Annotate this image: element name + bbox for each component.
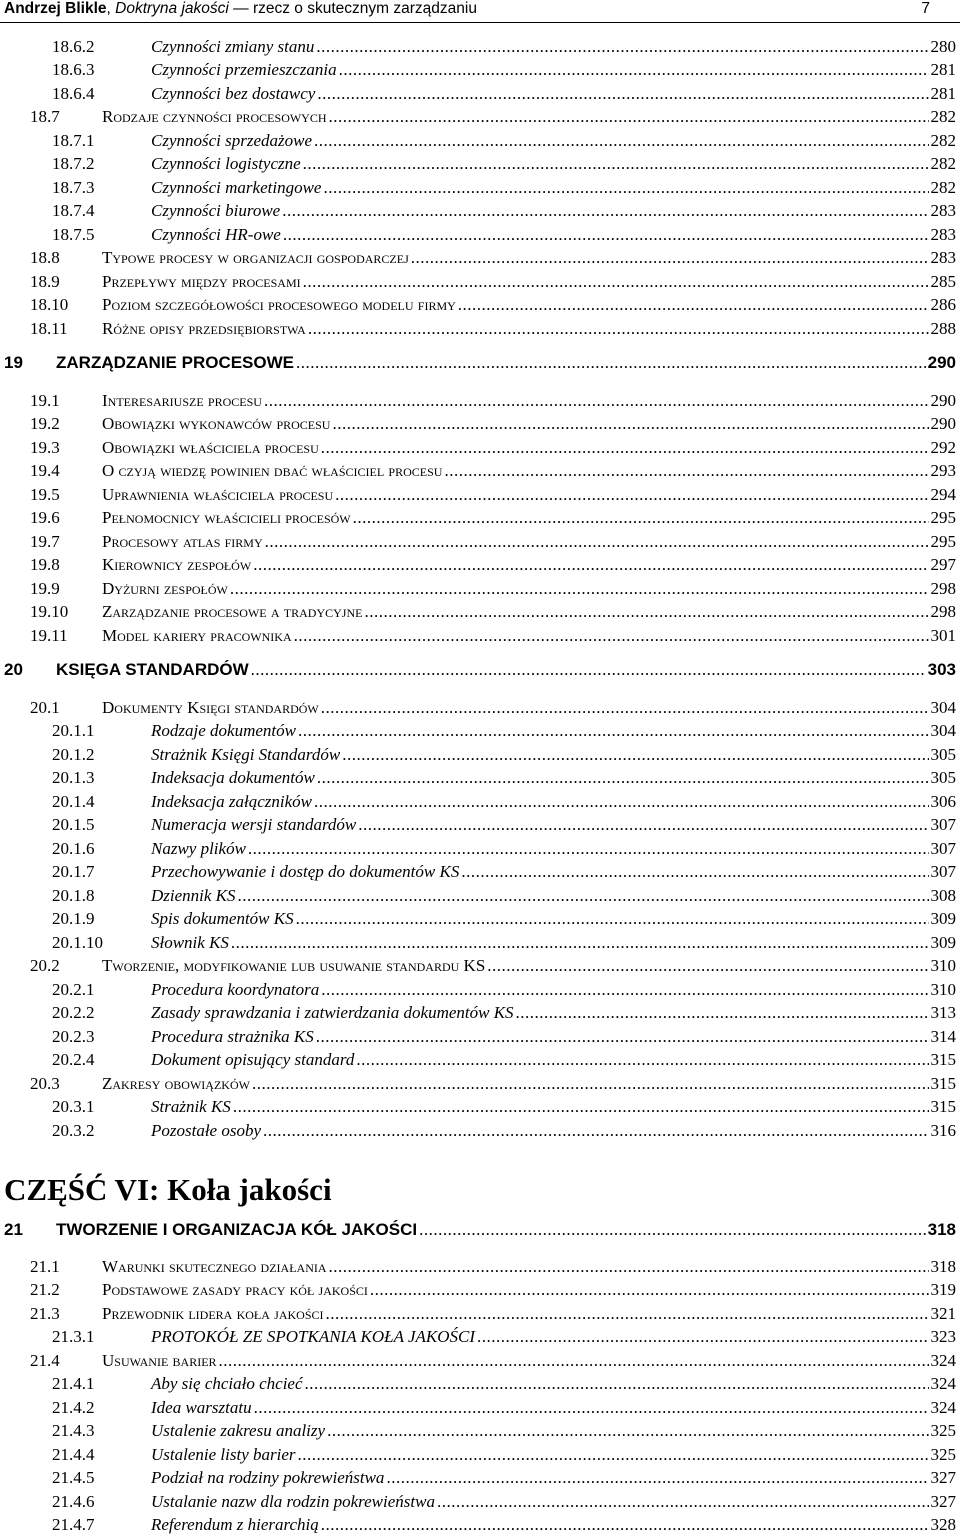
toc-entry-title: Numeracja wersji standardów xyxy=(151,815,357,834)
toc-entry-number: 20 xyxy=(4,660,23,679)
toc-entry-title: KSIĘGA STANDARDÓW xyxy=(56,660,249,679)
dot-leader xyxy=(296,352,926,374)
toc-entry-title: Indeksacja dokumentów xyxy=(151,768,315,787)
dot-leader xyxy=(317,767,929,789)
toc-entry-number: 19.10 xyxy=(30,602,69,621)
dot-leader xyxy=(437,1491,929,1513)
toc-entry-number: 21.2 xyxy=(30,1280,60,1299)
dot-leader xyxy=(386,1467,928,1489)
toc-entry-number: 18.7.2 xyxy=(52,154,95,173)
toc-entry-page: 325 xyxy=(930,1445,956,1464)
dot-leader xyxy=(238,885,929,907)
dot-leader xyxy=(321,437,929,459)
toc-entry-number: 20.1.4 xyxy=(52,792,95,811)
toc-entry-page: 282 xyxy=(930,154,956,173)
toc-entry[interactable] xyxy=(0,1420,960,1442)
toc-entry[interactable] xyxy=(0,1444,960,1466)
toc-entry-title: Czynności biurowe xyxy=(151,201,281,220)
toc-entry-number: 21.4.7 xyxy=(52,1515,95,1534)
toc-entry-number: 20.3.2 xyxy=(52,1121,95,1140)
toc-entry-page: 294 xyxy=(930,485,956,504)
toc-entry-title: Rodzaje czynności procesowych xyxy=(102,107,327,126)
toc-entry[interactable] xyxy=(0,1096,960,1118)
toc-entry-title: Obowiązki wykonawców procesu xyxy=(102,414,331,433)
dot-leader xyxy=(477,1326,929,1348)
dot-leader xyxy=(294,625,929,647)
toc-entry-number: 21.4.1 xyxy=(52,1374,95,1393)
toc-entry-page: 328 xyxy=(930,1515,956,1534)
toc-entry-number: 18.7.1 xyxy=(52,131,95,150)
toc-entry-page: 309 xyxy=(930,909,956,928)
toc-entry-title: Czynności logistyczne xyxy=(151,154,301,173)
toc-entry-number: 20.3 xyxy=(30,1074,60,1093)
book-subtitle: rzecz o skutecznym zarządzaniu xyxy=(252,0,477,17)
toc-entry[interactable] xyxy=(0,352,960,374)
toc-entry-page: 324 xyxy=(930,1398,956,1417)
toc-entry-number: 20.1.6 xyxy=(52,839,95,858)
toc-entry[interactable] xyxy=(0,507,960,529)
toc-entry-page: 293 xyxy=(930,461,956,480)
toc-entry-title: PROTOKÓŁ ZE SPOTKANIA KOŁA JAKOŚCI xyxy=(151,1327,475,1346)
toc-entry[interactable] xyxy=(0,1279,960,1301)
toc-entry-number: 18.9 xyxy=(30,272,60,291)
toc-entry-page: 306 xyxy=(930,792,956,811)
toc-entry[interactable] xyxy=(0,1491,960,1513)
toc-entry-title: Idea warsztatu xyxy=(151,1398,252,1417)
toc-entry-page: 327 xyxy=(930,1492,956,1511)
title-separator: — xyxy=(228,0,253,17)
toc-entry-number: 19.11 xyxy=(30,626,68,645)
toc-entry-number: 19.6 xyxy=(30,508,60,527)
toc-entry-title: Czynności zmiany stanu xyxy=(151,37,315,56)
dot-leader xyxy=(265,531,929,553)
toc-entry-title: Aby się chciało chcieć xyxy=(151,1374,303,1393)
toc-entry-page: 297 xyxy=(930,555,956,574)
toc-entry-page: 298 xyxy=(930,579,956,598)
toc-entry-title: Przepływy między procesami xyxy=(102,272,301,291)
toc-entry[interactable] xyxy=(0,814,960,836)
toc-entry-number: 18.6.4 xyxy=(52,84,95,103)
dot-leader xyxy=(411,247,929,269)
toc-entry-title: Podział na rodziny pokrewieństwa xyxy=(151,1468,385,1487)
page-header xyxy=(0,0,960,23)
toc-entry[interactable] xyxy=(0,390,960,412)
toc-entry-title: ZARZĄDZANIE PROCESOWE xyxy=(56,353,294,372)
page-number: 7 xyxy=(921,0,930,17)
dot-leader xyxy=(297,1444,928,1466)
toc-entry[interactable] xyxy=(0,1026,960,1048)
dot-leader xyxy=(296,908,929,930)
toc-entry-page: 286 xyxy=(930,295,956,314)
toc-entry-page: 315 xyxy=(930,1050,956,1069)
toc-entry-title: Podstawowe zasady pracy kół jakości xyxy=(102,1280,368,1299)
toc-entry[interactable] xyxy=(0,59,960,81)
toc-entry-title: Przechowywanie i dostęp do dokumentów KS xyxy=(151,862,460,881)
dot-leader xyxy=(305,1373,929,1395)
toc-entry-page: 324 xyxy=(930,1374,956,1393)
toc-entry-title: Uprawnienia właściciela procesu xyxy=(102,485,334,504)
toc-entry-title: O czyją wiedzę powinien dbać właściciel procesu xyxy=(102,461,443,480)
dot-leader xyxy=(364,601,928,623)
toc-entry-number: 21.4.2 xyxy=(52,1398,95,1417)
toc-entry-title: Poziom szczegółowości procesowego modelu firmy xyxy=(102,295,456,314)
toc-entry-title: Typowe procesy w organizacji gospodarczej xyxy=(102,248,409,267)
toc-entry[interactable] xyxy=(0,1219,960,1241)
toc-entry-number: 18.10 xyxy=(30,295,69,314)
toc-entry-page: 290 xyxy=(930,391,956,410)
toc-entry-page: 285 xyxy=(930,272,956,291)
toc-entry-number: 21.3.1 xyxy=(52,1327,95,1346)
toc-entry-title: Przewodnik lidera koła jakości xyxy=(102,1304,324,1323)
toc-entry-number: 20.3.1 xyxy=(52,1097,95,1116)
toc-entry-number: 20.1.7 xyxy=(52,862,95,881)
toc-entry[interactable] xyxy=(0,1326,960,1348)
toc-entry-title: Procedura koordynatora xyxy=(151,980,320,999)
toc-entry-number: 20.2.1 xyxy=(52,980,95,999)
toc-entry[interactable] xyxy=(0,318,960,340)
toc-entry-title: Ustalenie listy barier xyxy=(151,1445,296,1464)
toc-entry-title: Pozostałe osoby xyxy=(151,1121,262,1140)
toc-entry[interactable] xyxy=(0,601,960,623)
toc-entry-page: 307 xyxy=(930,839,956,858)
toc-entry[interactable] xyxy=(0,153,960,175)
toc-entry-number: 20.1.10 xyxy=(52,933,103,952)
toc-entry-page: 314 xyxy=(930,1027,956,1046)
dot-leader xyxy=(253,554,928,576)
toc-entry-page: 281 xyxy=(930,60,956,79)
toc-entry-page: 288 xyxy=(930,319,956,338)
toc-entry[interactable] xyxy=(0,1002,960,1024)
toc-entry[interactable] xyxy=(0,1514,960,1536)
toc-entry-page: 318 xyxy=(930,1257,956,1276)
toc-entry[interactable] xyxy=(0,861,960,883)
toc-entry-title: Dokumenty Księgi standardów xyxy=(102,698,319,717)
dot-leader xyxy=(419,1219,926,1241)
dot-leader xyxy=(358,814,928,836)
toc-entry-page: 319 xyxy=(930,1280,956,1299)
dot-leader xyxy=(316,36,928,58)
toc-entry-number: 18.8 xyxy=(30,248,60,267)
toc-entry-title: Dyżurni zespołów xyxy=(102,579,228,598)
dot-leader xyxy=(298,720,929,742)
dot-leader xyxy=(263,1120,928,1142)
toc-entry-title: Usuwanie barier xyxy=(102,1351,217,1370)
toc-entry-title: Różne opisy przedsiębiorstwa xyxy=(102,319,306,338)
toc-entry-page: 282 xyxy=(930,178,956,197)
toc-entry-number: 21.4 xyxy=(30,1351,60,1370)
toc-entry[interactable] xyxy=(0,271,960,293)
toc-entry-page: 298 xyxy=(930,602,956,621)
toc-entry-number: 21.4.5 xyxy=(52,1468,95,1487)
dot-leader xyxy=(230,578,929,600)
dot-leader xyxy=(303,271,929,293)
toc-entry-page: 323 xyxy=(930,1327,956,1346)
toc-entry-number: 20.1.8 xyxy=(52,886,95,905)
toc-entry-page: 303 xyxy=(927,660,956,679)
toc-entry-title: Spis dokumentów KS xyxy=(151,909,294,928)
dot-leader xyxy=(314,791,929,813)
toc-entry-title: Tworzenie, modyfikowanie lub usuwanie standardu KS xyxy=(102,956,486,975)
toc-entry-number: 19.5 xyxy=(30,485,60,504)
dot-leader xyxy=(458,294,929,316)
author-name: Andrzej Blikle xyxy=(4,0,107,17)
toc-entry[interactable] xyxy=(0,1303,960,1325)
toc-entry[interactable] xyxy=(0,955,960,977)
toc-entry-number: 20.1.9 xyxy=(52,909,95,928)
toc-entry[interactable] xyxy=(0,1397,960,1419)
toc-entry[interactable] xyxy=(0,83,960,105)
toc-entry[interactable] xyxy=(0,1373,960,1395)
toc-entry[interactable] xyxy=(0,1073,960,1095)
toc-entry-number: 21.4.6 xyxy=(52,1492,95,1511)
toc-entry-page: 324 xyxy=(930,1351,956,1370)
dot-leader xyxy=(321,979,928,1001)
toc-entry-page: 308 xyxy=(930,886,956,905)
dot-leader xyxy=(251,659,926,681)
toc-entry-page: 304 xyxy=(930,721,956,740)
toc-entry-number: 21.4.3 xyxy=(52,1421,95,1440)
toc-entry[interactable] xyxy=(0,744,960,766)
toc-entry[interactable] xyxy=(0,1256,960,1278)
toc-entry-title: Kierownicy zespołów xyxy=(102,555,252,574)
toc-entry-number: 19 xyxy=(4,353,23,372)
toc-entry-title: Czynności przemieszczania xyxy=(151,60,337,79)
toc-entry[interactable] xyxy=(0,1467,960,1489)
dot-leader xyxy=(317,83,928,105)
toc-entry-title: Strażnik KS xyxy=(151,1097,231,1116)
toc-entry-number: 20.2 xyxy=(30,956,60,975)
toc-entry-number: 18.6.3 xyxy=(52,60,95,79)
toc-entry-page: 304 xyxy=(930,698,956,717)
dot-leader xyxy=(283,224,929,246)
toc-entry-title: Zasady sprawdzania i zatwierdzania dokumentów KS xyxy=(151,1003,514,1022)
toc-entry-title: Zarządzanie procesowe a tradycyjne xyxy=(102,602,363,621)
dot-leader xyxy=(326,1303,929,1325)
toc-entry-title: Warunki skutecznego działania xyxy=(102,1257,327,1276)
toc-entry-title: Nazwy plików xyxy=(151,839,246,858)
dot-leader xyxy=(332,413,928,435)
toc-entry[interactable] xyxy=(0,484,960,506)
dot-leader xyxy=(329,1256,929,1278)
toc-entry-number: 18.7.4 xyxy=(52,201,95,220)
toc-entry-number: 21.4.4 xyxy=(52,1445,95,1464)
toc-entry-page: 309 xyxy=(930,933,956,952)
toc-entry-title: Czynności bez dostawcy xyxy=(151,84,316,103)
toc-entry[interactable] xyxy=(0,885,960,907)
toc-entry-page: 318 xyxy=(927,1220,956,1239)
toc-entry-page: 283 xyxy=(930,201,956,220)
toc-entry-page: 280 xyxy=(930,37,956,56)
dot-leader xyxy=(233,1096,929,1118)
toc-entry-number: 19.9 xyxy=(30,579,60,598)
toc-entry[interactable] xyxy=(0,578,960,600)
toc-entry-number: 21.3 xyxy=(30,1304,60,1323)
toc-entry-title: Model kariery pracownika xyxy=(102,626,292,645)
toc-entry[interactable] xyxy=(0,36,960,58)
dot-leader xyxy=(231,932,929,954)
toc-entry-page: 295 xyxy=(930,532,956,551)
toc-entry-number: 20.1.5 xyxy=(52,815,95,834)
toc-entry[interactable] xyxy=(0,697,960,719)
toc-entry-title: Czynności sprzedażowe xyxy=(151,131,313,150)
toc-entry-page: 283 xyxy=(930,248,956,267)
dot-leader xyxy=(264,390,929,412)
dot-leader xyxy=(370,1279,929,1301)
toc-entry[interactable] xyxy=(0,791,960,813)
toc-entry-number: 19.1 xyxy=(30,391,60,410)
toc-entry[interactable] xyxy=(0,177,960,199)
toc-entry[interactable] xyxy=(0,106,960,128)
toc-entry-title: Ustalenie zakresu analizy xyxy=(151,1421,326,1440)
toc-entry-page: 316 xyxy=(930,1121,956,1140)
dot-leader xyxy=(316,1026,929,1048)
dot-leader xyxy=(327,1420,928,1442)
dot-leader xyxy=(321,1514,929,1536)
toc-entry-page: 307 xyxy=(930,862,956,881)
toc-entry-page: 295 xyxy=(930,508,956,527)
dot-leader xyxy=(342,744,928,766)
toc-entry-title: Dziennik KS xyxy=(151,886,236,905)
toc-entry-title: Interesariusze procesu xyxy=(102,391,262,410)
toc-entry[interactable] xyxy=(0,1049,960,1071)
toc-entry-number: 20.1.3 xyxy=(52,768,95,787)
toc-entry[interactable] xyxy=(0,460,960,482)
toc-entry[interactable] xyxy=(0,1120,960,1142)
toc-entry-number: 20.1.1 xyxy=(52,721,95,740)
running-title: Andrzej Blikle, Doktryna jakości — rzecz o skutecznym zarządzaniu xyxy=(4,0,477,17)
toc-entry-page: 327 xyxy=(930,1468,956,1487)
toc-entry-title: Zakresy obowiązków xyxy=(102,1074,250,1093)
toc-entry-page: 310 xyxy=(930,980,956,999)
toc-entry-title: Dokument opisujący standard xyxy=(151,1050,355,1069)
dot-leader xyxy=(329,106,929,128)
dot-leader xyxy=(219,1350,929,1372)
toc-entry[interactable] xyxy=(0,247,960,269)
toc-entry-page: 282 xyxy=(930,131,956,150)
dot-leader xyxy=(252,1073,929,1095)
toc-entry-number: 18.7 xyxy=(30,107,60,126)
toc-entry-number: 21.1 xyxy=(30,1257,60,1276)
dot-leader xyxy=(461,861,928,883)
toc-entry[interactable] xyxy=(0,720,960,742)
toc-entry[interactable] xyxy=(0,625,960,647)
toc-entry-title: Procesowy atlas firmy xyxy=(102,532,263,551)
toc-entry[interactable] xyxy=(0,200,960,222)
toc-entry[interactable] xyxy=(0,294,960,316)
toc-entry-number: 19.3 xyxy=(30,438,60,457)
toc-entry-page: 313 xyxy=(930,1003,956,1022)
dot-leader xyxy=(353,507,929,529)
toc-entry-title: Rodzaje dokumentów xyxy=(151,721,296,740)
dot-leader xyxy=(303,153,929,175)
toc-entry-page: 307 xyxy=(930,815,956,834)
toc-entry[interactable] xyxy=(0,413,960,435)
toc-entry-number: 20.2.3 xyxy=(52,1027,95,1046)
toc-entry-title: Czynności marketingowe xyxy=(151,178,322,197)
part-title: CZĘŚĆ VI: Koła jakości xyxy=(4,1172,332,1207)
toc-entry-number: 18.7.5 xyxy=(52,225,95,244)
toc-entry-page: 315 xyxy=(930,1097,956,1116)
dot-leader xyxy=(321,697,929,719)
toc-entry[interactable] xyxy=(0,224,960,246)
toc-entry[interactable] xyxy=(0,531,960,553)
toc-entry-page: 310 xyxy=(930,956,956,975)
toc-entry-page: 282 xyxy=(930,107,956,126)
toc-entry-number: 20.2.4 xyxy=(52,1050,95,1069)
toc-entry-page: 283 xyxy=(930,225,956,244)
dot-leader xyxy=(248,838,929,860)
toc-entry-title: Procedura strażnika KS xyxy=(151,1027,314,1046)
toc-entry[interactable] xyxy=(0,437,960,459)
dot-leader xyxy=(444,460,928,482)
toc-entry-title: Indeksacja załączników xyxy=(151,792,312,811)
toc-entry-page: 281 xyxy=(930,84,956,103)
dot-leader xyxy=(516,1002,929,1024)
dot-leader xyxy=(254,1397,929,1419)
toc-entry[interactable] xyxy=(0,767,960,789)
toc-entry-number: 18.6.2 xyxy=(52,37,95,56)
dot-leader xyxy=(335,484,928,506)
toc-entry-title: Słownik KS xyxy=(151,933,229,952)
toc-entry[interactable] xyxy=(0,838,960,860)
toc-entry-page: 305 xyxy=(930,768,956,787)
toc-entry-page: 305 xyxy=(930,745,956,764)
dot-leader xyxy=(487,955,928,977)
toc-entry-title: TWORZENIE I ORGANIZACJA KÓŁ JAKOŚCI xyxy=(56,1220,418,1239)
toc-entry-number: 19.2 xyxy=(30,414,60,433)
toc-entry-title: Czynności HR-owe xyxy=(151,225,281,244)
dot-leader xyxy=(314,130,928,152)
dot-leader xyxy=(282,200,928,222)
toc-entry-title: Obowiązki właściciela procesu xyxy=(102,438,319,457)
toc-entry-page: 290 xyxy=(927,353,956,372)
book-title: Doktryna jakości xyxy=(115,0,229,17)
toc-entry-page: 292 xyxy=(930,438,956,457)
toc-entry-number: 18.7.3 xyxy=(52,178,95,197)
dot-leader xyxy=(356,1049,928,1071)
toc-entry-number: 19.4 xyxy=(30,461,60,480)
toc-entry-page: 321 xyxy=(930,1304,956,1323)
toc-entry-page: 315 xyxy=(930,1074,956,1093)
toc-entry-number: 20.1 xyxy=(30,698,60,717)
toc-entry-title: Strażnik Księgi Standardów xyxy=(151,745,341,764)
toc-entry-number: 20.1.2 xyxy=(52,745,95,764)
dot-leader xyxy=(339,59,929,81)
toc-entry-title: Referendum z hierarchią xyxy=(151,1515,319,1534)
toc-entry[interactable] xyxy=(0,979,960,1001)
toc-entry-title: Pełnomocnicy właścicieli procesów xyxy=(102,508,351,527)
toc-entry[interactable] xyxy=(0,659,960,681)
toc-entry[interactable] xyxy=(0,1350,960,1372)
dot-leader xyxy=(323,177,928,199)
toc-entry-number: 21 xyxy=(4,1220,23,1239)
toc-entry-title: Ustalanie nazw dla rodzin pokrewieństwa xyxy=(151,1492,435,1511)
toc-entry-page: 301 xyxy=(930,626,956,645)
toc-entry[interactable] xyxy=(0,932,960,954)
toc-entry[interactable] xyxy=(0,130,960,152)
dot-leader xyxy=(308,318,929,340)
toc-entry-page: 290 xyxy=(930,414,956,433)
toc-entry-number: 18.11 xyxy=(30,319,68,338)
toc-entry-number: 19.7 xyxy=(30,532,60,551)
toc-entry-page: 325 xyxy=(930,1421,956,1440)
toc-entry-number: 19.8 xyxy=(30,555,60,574)
toc-entry[interactable] xyxy=(0,908,960,930)
toc-entry[interactable] xyxy=(0,554,960,576)
toc-entry-number: 20.2.2 xyxy=(52,1003,95,1022)
